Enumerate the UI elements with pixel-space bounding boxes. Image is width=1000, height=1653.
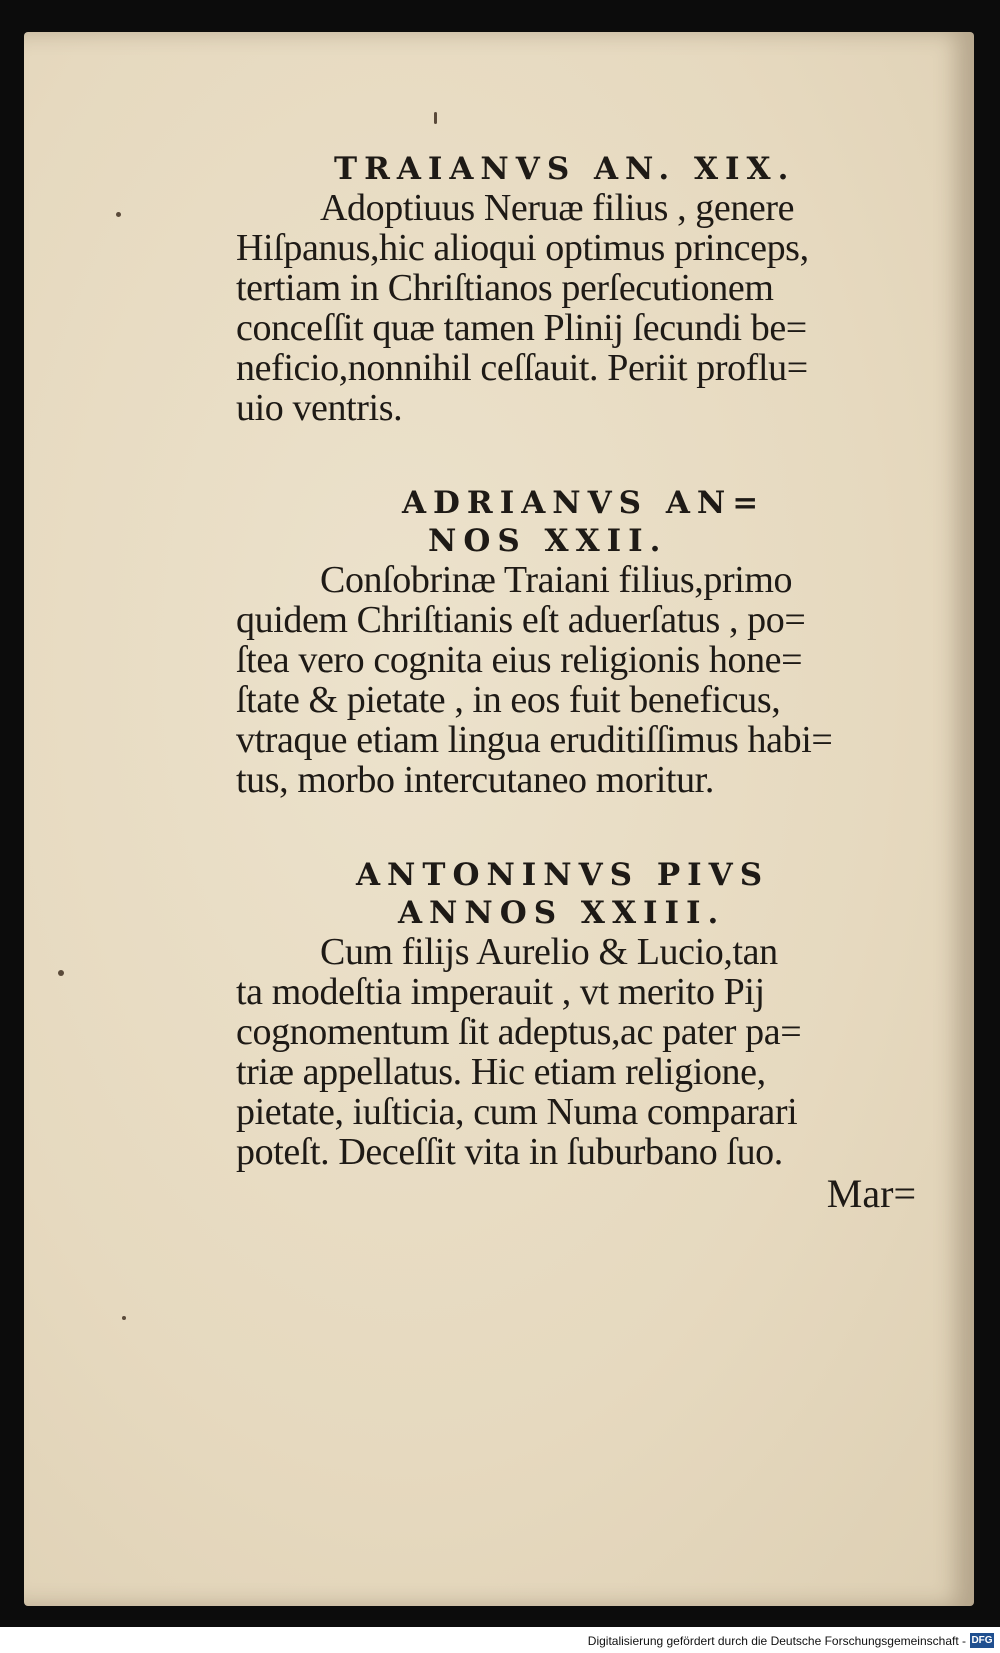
text-line: ſtea vero cognita eius religionis hone= bbox=[236, 639, 803, 681]
digitization-footer bbox=[0, 1627, 1000, 1653]
section-heading: ANNOS XXIII. bbox=[398, 895, 726, 931]
section-heading: ADRIANVS AN= bbox=[402, 485, 766, 521]
footer-credit: Digitalisierung gefördert durch die Deutsche Forschungsgemeinschaft - bbox=[587, 1634, 966, 1648]
section-heading: TRAIANVS AN. XIX. bbox=[334, 151, 796, 187]
text-line: conceſſit quæ tamen Plinij ſecundi be= bbox=[236, 307, 807, 349]
ink-speck bbox=[122, 1316, 126, 1320]
section-adrianus bbox=[236, 484, 916, 800]
text-line: pietate, iuſticia, cum Numa comparari bbox=[236, 1091, 798, 1133]
text-line: Adoptiuus Neruæ filius , genere bbox=[320, 187, 795, 229]
section-heading: NOS XXII. bbox=[428, 523, 668, 559]
text-line: quidem Chriſtianis eſt aduerſatus , po= bbox=[236, 599, 806, 641]
text-line: tertiam in Chriſtianos perſecutionem bbox=[236, 267, 774, 309]
text-line: uio ventris. bbox=[236, 387, 403, 429]
dfg-logo-icon: DFG bbox=[971, 1635, 993, 1646]
catchword: Mar= bbox=[826, 1171, 916, 1216]
text-line: cognomentum ſit adeptus,ac pater pa= bbox=[236, 1011, 802, 1053]
ink-speck bbox=[434, 112, 437, 124]
text-line: tus, morbo intercutaneo moritur. bbox=[236, 759, 714, 801]
section-heading: ANTONINVS PIVS bbox=[356, 857, 770, 893]
text-line: vtraque etiam lingua eruditiſſimus habi= bbox=[236, 719, 833, 761]
section-antoninus bbox=[236, 856, 916, 1216]
text-line: ta modeſtia imperauit , vt merito Pij bbox=[236, 971, 765, 1013]
text-line: Cum filijs Aurelio & Lucio,tan bbox=[320, 931, 778, 973]
section-traianus bbox=[236, 150, 916, 428]
text-line: ſtate & pietate , in eos fuit beneficus, bbox=[236, 679, 781, 721]
ink-speck bbox=[116, 212, 121, 217]
ink-speck bbox=[58, 970, 64, 976]
text-line: triæ appellatus. Hic etiam religione, bbox=[236, 1051, 766, 1093]
text-line: Conſobrinæ Traiani filius,primo bbox=[320, 559, 793, 601]
text-line: poteſt. Deceſſit vita in ſuburbano ſuo. bbox=[236, 1131, 783, 1173]
page-text bbox=[236, 150, 916, 1216]
text-line: Hiſpanus,hic alioqui optimus princeps, bbox=[236, 227, 809, 269]
text-line: neficio,nonnihil ceſſauit. Periit proflu= bbox=[236, 347, 808, 389]
